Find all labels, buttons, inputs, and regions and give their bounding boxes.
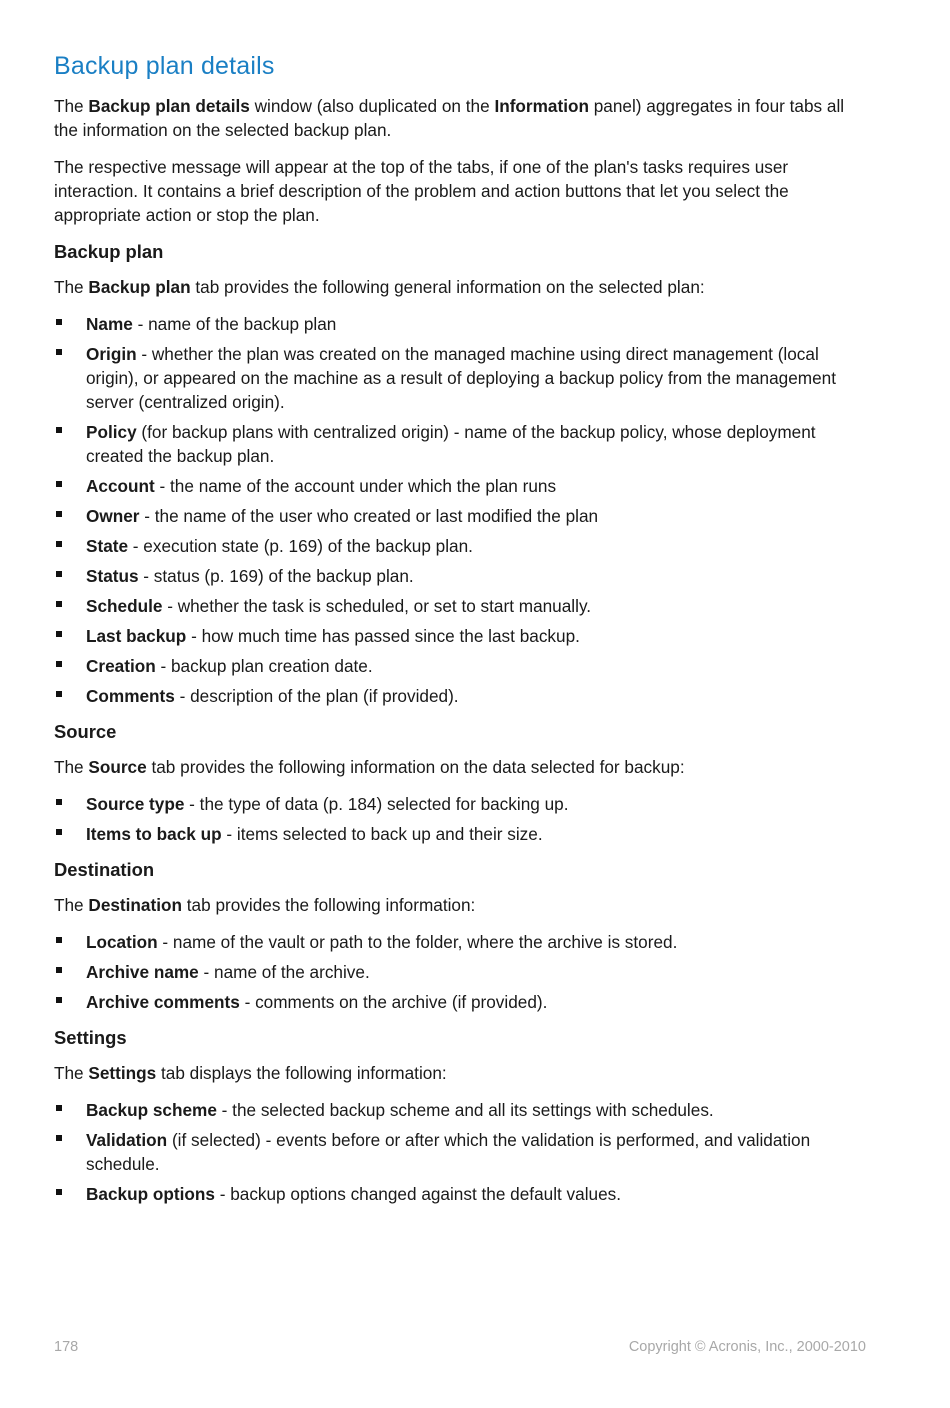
bullet-square-icon [56,661,62,667]
settings-list [54,1098,864,1206]
item-term: Last backup [86,626,187,646]
item-term: Policy [86,422,137,442]
bullet-square-icon [56,799,62,805]
intro-text: tab provides the following information on the data selected for backup: [146,757,685,777]
bullet-square-icon [56,997,62,1003]
item-term: Backup scheme [86,1100,217,1120]
item-term: Name [86,314,133,334]
list-item [54,1098,864,1122]
item-description: - name of the backup plan [132,314,337,334]
bullet-square-icon [56,1135,62,1141]
page-number: 178 [54,1339,79,1355]
list-item [54,342,864,414]
list-item [54,960,864,984]
list-item [54,1128,864,1176]
section-heading-backup-plan: Backup plan [54,241,164,262]
bullet-square-icon [56,967,62,973]
intro-text: tab displays the following information: [156,1063,447,1083]
list-item [54,1182,864,1206]
bullet-square-icon [56,481,62,487]
item-description: - whether the task is scheduled, or set to start manually. [162,596,592,616]
item-description: - status (p. 169) of the backup plan. [138,566,414,586]
list-item [54,474,864,498]
bullet-square-icon [56,691,62,697]
section-intro-settings [54,1061,864,1085]
item-description: - the name of the account under which the plan runs [154,476,557,496]
intro-text: The [54,277,89,297]
item-description: - comments on the archive (if provided). [239,992,548,1012]
section-intro-destination [54,893,864,917]
source-list [54,792,864,846]
intro-text: The [54,96,89,116]
item-description: - description of the plan (if provided). [174,686,459,706]
intro-text: tab provides the following information: [182,895,476,915]
bullet-square-icon [56,1189,62,1195]
intro-bold-term: Backup plan details [88,96,250,116]
list-item [54,624,864,648]
section-intro-source [54,755,864,779]
item-term: Status [86,566,139,586]
list-item [54,792,864,816]
intro-bold-term: Source [88,757,147,777]
bullet-square-icon [56,631,62,637]
intro-text: window (also duplicated on the [249,96,495,116]
item-description: - items selected to back up and their size. [221,824,543,844]
item-term: Schedule [86,596,163,616]
bullet-square-icon [56,937,62,943]
section-heading-settings: Settings [54,1027,127,1048]
bullet-square-icon [56,601,62,607]
item-description: - the selected backup scheme and all its settings with schedules. [216,1100,714,1120]
item-description: (if selected) - events before or after which the validation is performed, and validation schedule. [86,1130,811,1174]
intro-text: The [54,895,89,915]
item-description: - backup plan creation date. [155,656,373,676]
bullet-square-icon [56,541,62,547]
section-heading-source: Source [54,721,117,742]
item-term: Backup options [86,1184,215,1204]
list-item [54,312,864,336]
item-term: Creation [86,656,156,676]
item-description: - name of the vault or path to the folder, where the archive is stored. [157,932,678,952]
item-term: Source type [86,794,185,814]
list-item [54,654,864,678]
list-item [54,594,864,618]
item-term: Account [86,476,155,496]
page-title: Backup plan details [54,52,275,80]
item-term: State [86,536,129,556]
bullet-square-icon [56,349,62,355]
item-description: - how much time has passed since the last backup. [186,626,580,646]
item-term: Validation [86,1130,168,1150]
bullet-square-icon [56,571,62,577]
section-heading-destination: Destination [54,859,155,880]
destination-list [54,930,864,1014]
item-description: - whether the plan was created on the managed machine using direct management (local origin), or appeared on the machine as a result of deploying a backup policy from the management server (centralized origin). [86,344,837,412]
item-term: Owner [86,506,140,526]
bullet-square-icon [56,319,62,325]
bullet-square-icon [56,1105,62,1111]
intro-text: The [54,757,89,777]
copyright-notice: Copyright © Acronis, Inc., 2000-2010 [628,1339,866,1355]
section-intro-backup-plan [54,275,864,299]
item-term: Archive name [86,962,199,982]
list-item [54,420,864,468]
intro-text: The [54,1063,89,1083]
item-term: Location [86,932,158,952]
item-description: - the type of data (p. 184) selected for backing up. [184,794,569,814]
intro-text: tab provides the following general information on the selected plan: [190,277,705,297]
intro-paragraph-1 [54,94,864,142]
intro-bold-term: Destination [88,895,182,915]
item-description: - execution state (p. 169) of the backup plan. [128,536,473,556]
list-item [54,504,864,528]
document-body [54,94,864,1218]
intro-bold-term: Information [494,96,589,116]
item-description: (for backup plans with centralized origin) - name of the backup policy, whose deployment created the backup plan. [86,422,816,466]
list-item [54,534,864,558]
intro-paragraph-2: The respective message will appear at the top of the tabs, if one of the plan's tasks requires user interaction. It contains a brief description of the problem and action buttons that let you select the appropriate action or stop the plan. [54,157,789,225]
item-description: - backup options changed against the default values. [214,1184,622,1204]
list-item [54,822,864,846]
list-item [54,990,864,1014]
item-term: Items to back up [86,824,222,844]
bullet-square-icon [56,511,62,517]
item-term: Comments [86,686,175,706]
intro-bold-term: Settings [88,1063,157,1083]
bullet-square-icon [56,427,62,433]
item-description: - the name of the user who created or last modified the plan [139,506,599,526]
intro-text: panel) aggregates in four tabs all the information on the selected backup plan. [54,96,845,140]
list-item [54,930,864,954]
list-item [54,684,864,708]
bullet-square-icon [56,829,62,835]
list-item [54,564,864,588]
item-description: - name of the archive. [198,962,370,982]
item-term: Archive comments [86,992,240,1012]
intro-bold-term: Backup plan [88,277,191,297]
item-term: Origin [86,344,137,364]
backup-plan-list [54,312,864,708]
